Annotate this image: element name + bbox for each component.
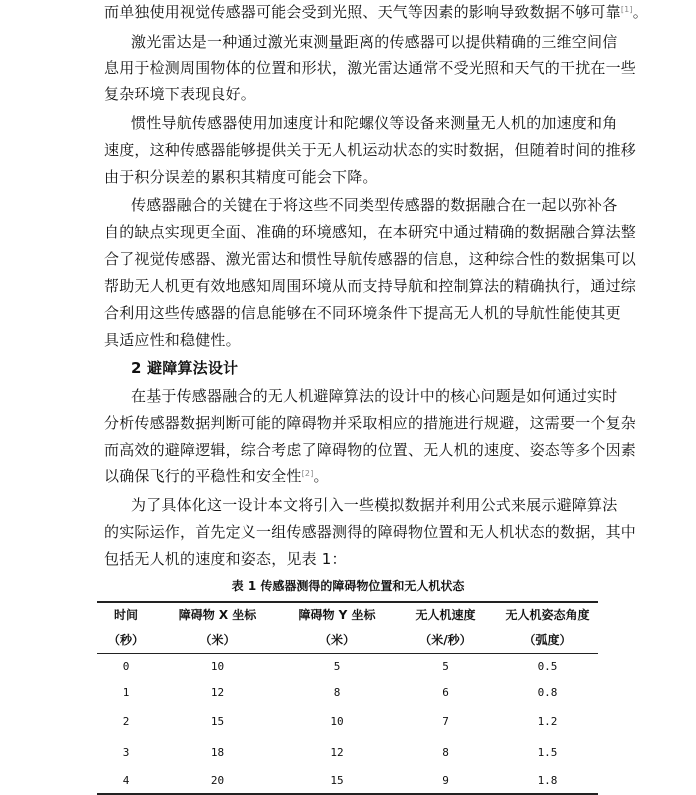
paragraph-line: 具适应性和稳健性。	[104, 331, 241, 349]
table-cell: 1	[122, 686, 130, 699]
table-cell: 12	[330, 745, 344, 759]
table-row	[97, 680, 598, 706]
paragraph-line: 而高效的避障逻辑，综合考虑了障碍物的位置、无人机的速度、姿态等多个因素	[104, 441, 637, 459]
paragraph-line: 的实际运作，首先定义一组传感器测得的障碍物位置和无人机状态的数据，其中	[104, 523, 637, 541]
table-cell: 8	[442, 745, 449, 759]
paragraph-line: 帮助无人机更有效地感知周围环境从而支持导航和控制算法的精确执行，通过综	[104, 277, 637, 295]
paragraph-line: 为了具体化这一设计本文将引入一些模拟数据并利用公式来展示避障算法	[131, 496, 618, 514]
paragraph-line: 合了视觉传感器、激光雷达和惯性导航传感器的信息，这种综合性的数据集可以	[104, 250, 637, 268]
column-header: 无人机姿态角度	[497, 602, 598, 628]
table-cell: 9	[394, 768, 497, 794]
table-cell: 10	[330, 714, 344, 728]
column-unit: （秒）	[97, 628, 155, 654]
paragraph-line: 传感器融合的关键在于将这些不同类型传感器的数据融合在一起以弥补各	[131, 196, 618, 214]
data-table	[97, 601, 598, 795]
paragraph-line: 合利用这些传感器的信息能够在不同环境条件下提高无人机的导航性能使其更	[104, 304, 621, 322]
table-cell: 1.2	[537, 714, 558, 728]
paragraph-line: 复杂环境下表现良好。	[104, 85, 257, 103]
paragraph-line: 包括无人机的速度和姿态，见表 1：	[104, 550, 347, 568]
table-cell: 3	[122, 745, 130, 759]
table-cell: 12	[210, 686, 225, 699]
table-cell: 10	[210, 660, 225, 674]
table-cell: 8	[333, 686, 341, 699]
table-row	[97, 706, 598, 737]
column-header: 无人机速度	[394, 602, 497, 628]
section-heading: 2 避障算法设计	[131, 359, 239, 377]
paragraph-line: 激光雷达是一种通过激光束测量距离的传感器可以提供精确的三维空间信	[131, 33, 618, 51]
table-cell: 15	[280, 768, 394, 794]
table-row	[97, 768, 598, 794]
paragraph-line: 在基于传感器融合的无人机避障算法的设计中的核心问题是如何通过实时	[131, 387, 618, 405]
table-cell: 2	[122, 714, 130, 728]
column-unit: （弧度）	[497, 628, 598, 654]
column-unit: （米/秒）	[394, 628, 497, 654]
table-header-unit-row	[97, 628, 598, 654]
table-cell: 0.5	[537, 660, 558, 674]
table-cell: 18	[210, 745, 225, 759]
paragraph-line: 而单独使用视觉传感器可能会受到光照、天气等因素的影响导致数据不够可靠[1]。	[104, 3, 648, 21]
column-unit: （米）	[155, 628, 280, 654]
table-cell: 1.8	[497, 768, 598, 794]
citation-ref: [2]	[301, 469, 314, 478]
citation-ref: [1]	[620, 5, 633, 14]
table-cell: 6	[442, 686, 449, 699]
table-caption: 表 1 传感器测得的障碍物位置和无人机状态	[231, 579, 465, 593]
table-cell: 0	[122, 660, 130, 674]
table-cell: 5	[333, 660, 341, 674]
column-header: 障碍物 Y 坐标	[280, 602, 394, 628]
paragraph-line: 速度，这种传感器能够提供关于无人机运动状态的实时数据，但随着时间的推移	[104, 141, 637, 159]
table-cell: 5	[442, 660, 449, 674]
paragraph-line: 自的缺点实现更全面、准确的环境感知，在本研究中通过精确的数据融合算法整	[104, 223, 637, 241]
paragraph-line: 惯性导航传感器使用加速度计和陀螺仪等设备来测量无人机的加速度和角	[131, 114, 618, 132]
paragraph-line: 由于积分误差的累积其精度可能会下降。	[104, 168, 378, 186]
paragraph-line: 息用于检测周围物体的位置和形状，激光雷达通常不受光照和天气的干扰在一些	[104, 59, 637, 77]
paragraph-line: 分析传感器数据判断可能的障碍物并采取相应的措施进行规避，这需要一个复杂	[104, 414, 637, 432]
table-cell: 1.5	[537, 745, 558, 759]
table-header-row	[97, 602, 598, 628]
table-cell: 15	[210, 714, 225, 728]
table-row	[97, 737, 598, 768]
paragraph-line: 以确保飞行的平稳性和安全性[2]。	[104, 467, 329, 485]
column-header: 障碍物 X 坐标	[155, 602, 280, 628]
table-cell: 4	[97, 768, 155, 794]
column-unit: （米）	[280, 628, 394, 654]
table-cell: 20	[155, 768, 280, 794]
column-header: 时间	[97, 602, 155, 628]
table-cell: 0.8	[537, 686, 558, 699]
table-cell: 7	[442, 714, 449, 728]
table-row	[97, 654, 598, 680]
